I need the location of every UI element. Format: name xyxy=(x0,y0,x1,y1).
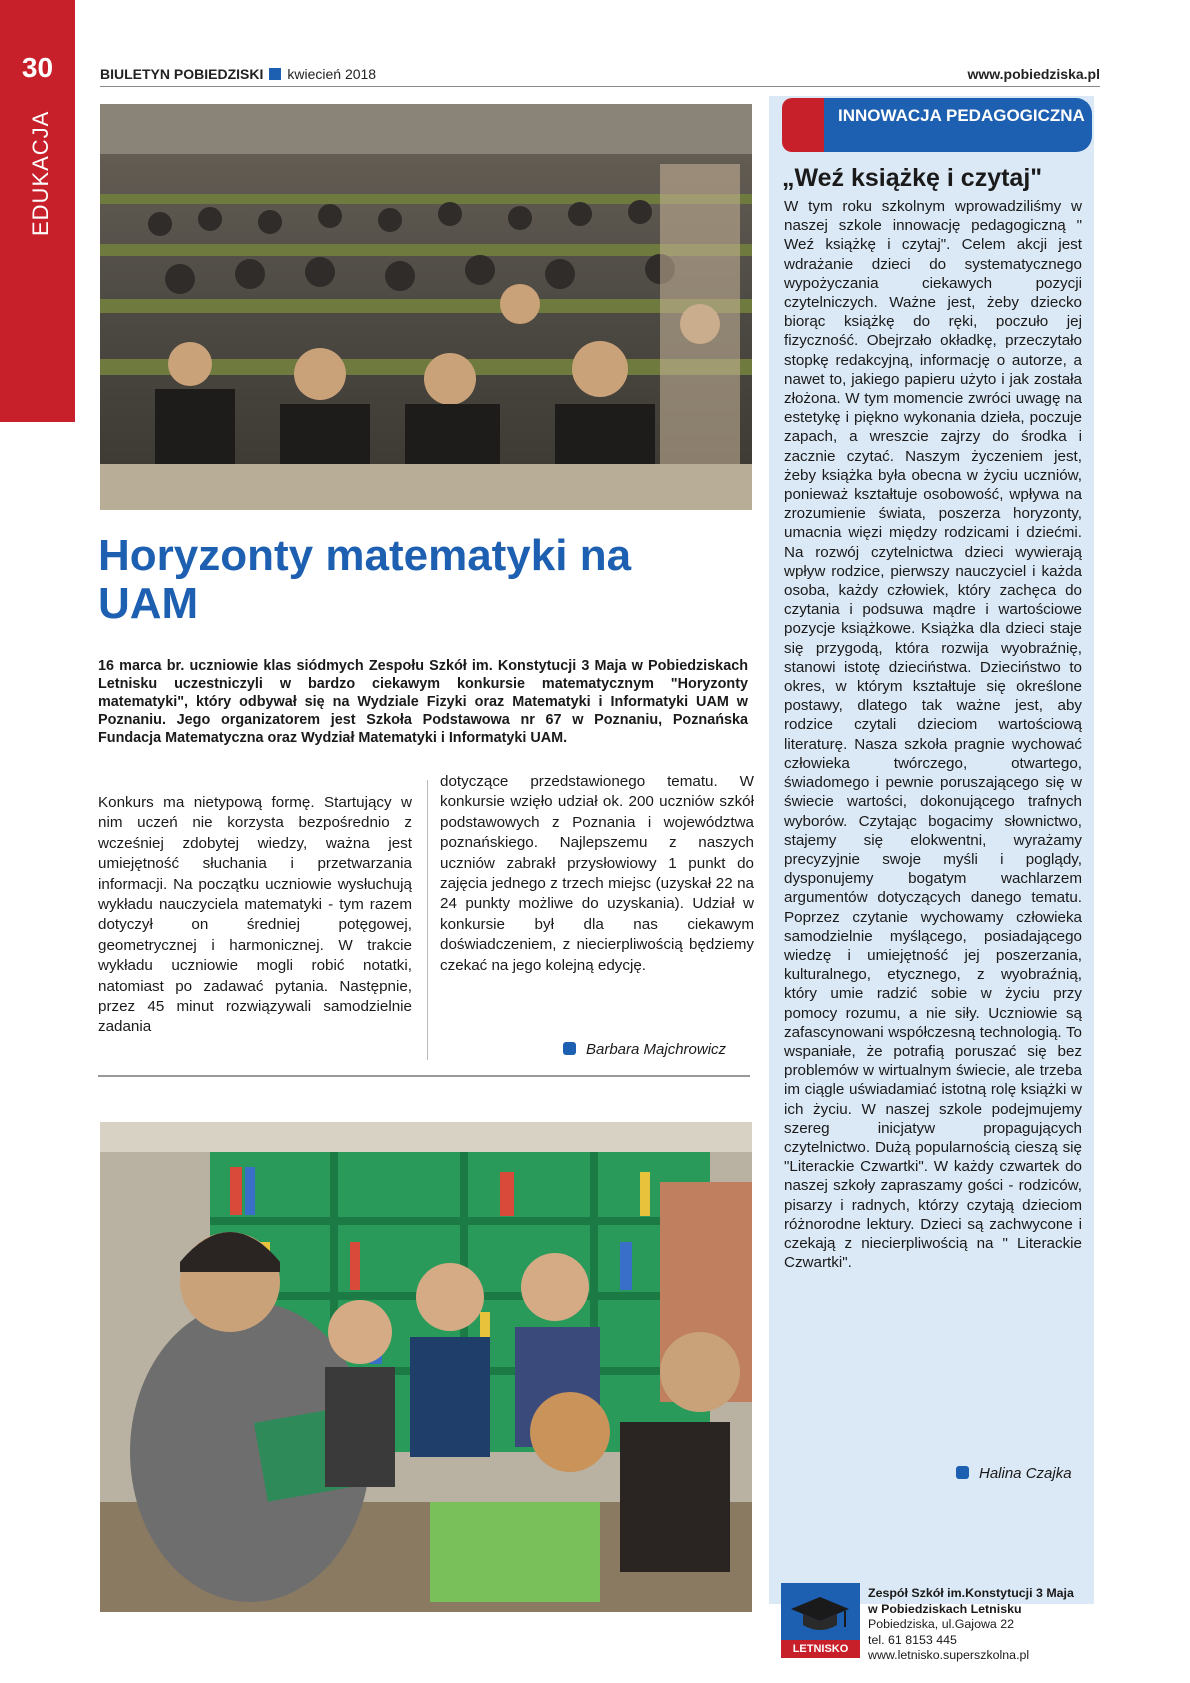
innovation-badge: INNOWACJA PEDAGOGICZNA xyxy=(824,98,1092,152)
column-divider xyxy=(427,780,428,1060)
publication-name: BIULETYN POBIEDZISKI xyxy=(100,66,264,82)
badge-accent xyxy=(782,98,824,152)
school-logo xyxy=(781,1583,860,1658)
square-bullet-icon xyxy=(269,68,281,80)
sidebar-text: W tym roku szkolnym wprowadziliśmy w naszej szkole innowację pedagogiczną " Weź książkę i czytaj". Celem akcji jest wdrażanie dzieci do systematycznego wypożyczania ciekawych pozycji czytelniczych. Ważne jest, żeby dziecko biorąc książkę do ręki, poczuło jej fizyczność. Obejrzało okładkę, przeczytało stopkę redakcyjną, informację o autorze, a nawet to, jakiego papieru użyto i jak została złożona. W tym momencie zwróci uwagę na estetykę i piękno wykonania dzieła, poczuje zapach, a wreszcie zajrzy do środka i zacznie czytać. Naszym życzeniem jest, żeby książka była obecna w życiu uczniów, ponieważ kształtuje osobowość, wpływa na zrozumienie świata, poszerza horyzonty, umacnia więzi między rodzicami i dziećmi. Na rozwój czytelnictwa dzieci wywierają wpływ rodzice, pierwszy nauczyciel i każda osoba, każdy człowiek, który zachęca do czytania i podsuwa mądre i wartościowe pozycje książkowe. Książka dla dzieci staje się przygodą, która rozwija wyobraźnię, stanowi istotę dzieciństwa. Dzieciństwo to okres, w którym kształtuje się określone postawy, dlatego tak ważne jest, aby rodzice czytali dzieciom wartościową literaturę. Nasza szkoła pragnie wychować człowieka twórczego, otwartego, świadomego i pewnie poruszającego się w świecie wartości, dokonującego trafnych wyborów. Czytając bogacimy słownictwo, stajemy się elokwentni, wyrażamy precyzyjnie swoje myśli i poglądy, dysponujemy bogatym wachlarzem argumentów dotyczących danego tematu. Poprzez czytanie wychowamy człowieka samodzielnie myślącego, posiadającego wiedzę i umiejętność jej poszerzania, kulturalnego, etycznego, z wyobraźnią, który umie radzić sobie w życiu przy pomocy rozumu, a nie siły. Uczniowie są zafascynowani współczesną technologią. To wspaniałe, że potrafią poruszać się bez problemów w wirtualnym świecie, ale trzeba im ciągle uświadamiać istotną rolę książki w ich życiu. W naszej szkole podejmujemy szereg inicjatyw propagujących czytelnictwo. Dużą popularnością cieszą się "Literackie Czwartki". W każdy czwartek do naszej szkoły zapraszamy gości - rodziców, pisarzy i radnych, którzy czytają dzieciom różnorodne lektury. Dzieci są zachwycone i czekają z niecierpliwością na " Literackie Czwartki". xyxy=(784,198,1082,1272)
square-bullet-icon xyxy=(563,1042,576,1055)
school-name-line-1: Zespół Szkół im.Konstytucji 3 Maja xyxy=(868,1586,1074,1600)
sidebar-author: Halina Czajka xyxy=(979,1465,1072,1482)
article-column-1: Konkurs ma nietypową formę. Startujący w nim uczeń nie korzysta bezpośrednio z wcześniej zdobytej wiedzy, ważna jest umiejętność słuchania i przetwarzania informacji. Na początku uczniowie wysłuchują wykładu nauczyciela matematyki - tym razem dotyczył on średniej potęgowej, geometrycznej i harmonicznej. W trakcie wykładu uczniowie mogli robić notatki, natomiast po zadawać pytania. Następnie, przez 45 minut rozwiązywali samodzielnie zadania xyxy=(98,794,412,1036)
lecture-hall-photo xyxy=(100,104,752,510)
graduation-cap-icon xyxy=(781,1583,860,1640)
logo-label: LETNISKO xyxy=(781,1640,860,1658)
square-bullet-icon xyxy=(956,1466,969,1479)
page-number: 30 xyxy=(21,52,54,83)
section-label: EDUKACJA xyxy=(28,110,53,236)
article-author: Barbara Majchrowicz xyxy=(586,1041,727,1058)
header-website: www.pobiedziska.pl xyxy=(967,66,1100,82)
section-divider xyxy=(98,1075,750,1077)
sidebar-title: „Weź książkę i czytaj" xyxy=(782,164,1043,192)
article-title: Horyzonty matematyki na UAM xyxy=(98,531,632,628)
publication-date: kwiecień 2018 xyxy=(287,66,377,82)
school-website: www.letnisko.superszkolna.pl xyxy=(868,1648,1030,1662)
article-lead: 16 marca br. uczniowie klas siódmych Zespołu Szkół im. Konstytucji 3 Maja w Pobiedziskach Letnisku uczestniczyli w bardzo ciekawym konkursie matematycznym "Horyzonty matematyki", który odbywał się na Wydziale Fizyki oraz Matematyki i Informatyki UAM w Poznaniu. Jego organizatorem jest Szkoła Podstawowa nr 67 w Poznaniu, Poznańska Fundacja Matematyczna oraz Wydział Matematyki i Informatyki UAM. xyxy=(98,658,748,746)
publication-header xyxy=(100,66,376,82)
sidebar-signature xyxy=(956,1465,1072,1482)
library-reading-photo xyxy=(100,1122,752,1612)
school-address: Pobiedziska, ul.Gajowa 22 xyxy=(868,1617,1015,1631)
article-column-2: dotyczące przedstawionego tematu. W konkursie wzięło udział ok. 200 uczniów szkół podstawowych z Poznania i województwa poznańskiego. Najlepszemu z naszych uczniów zabrakł przysłowiowy 1 punkt do zajęcia jednego z trzech miejsc (uzyskał 22 na 24 punkty możliwe do uzyskania). Udział w konkursie był dla nas ciekawym doświadczeniem, z niecierpliwością będziemy czekać na jego kolejną edycję. xyxy=(440,773,754,974)
article-signature xyxy=(563,1041,726,1058)
school-name-line-2: w Pobiedziskach Letnisku xyxy=(868,1601,1022,1616)
school-contact xyxy=(868,1586,1074,1664)
school-phone: tel. 61 8153 445 xyxy=(868,1632,957,1647)
header-divider xyxy=(100,86,1100,87)
